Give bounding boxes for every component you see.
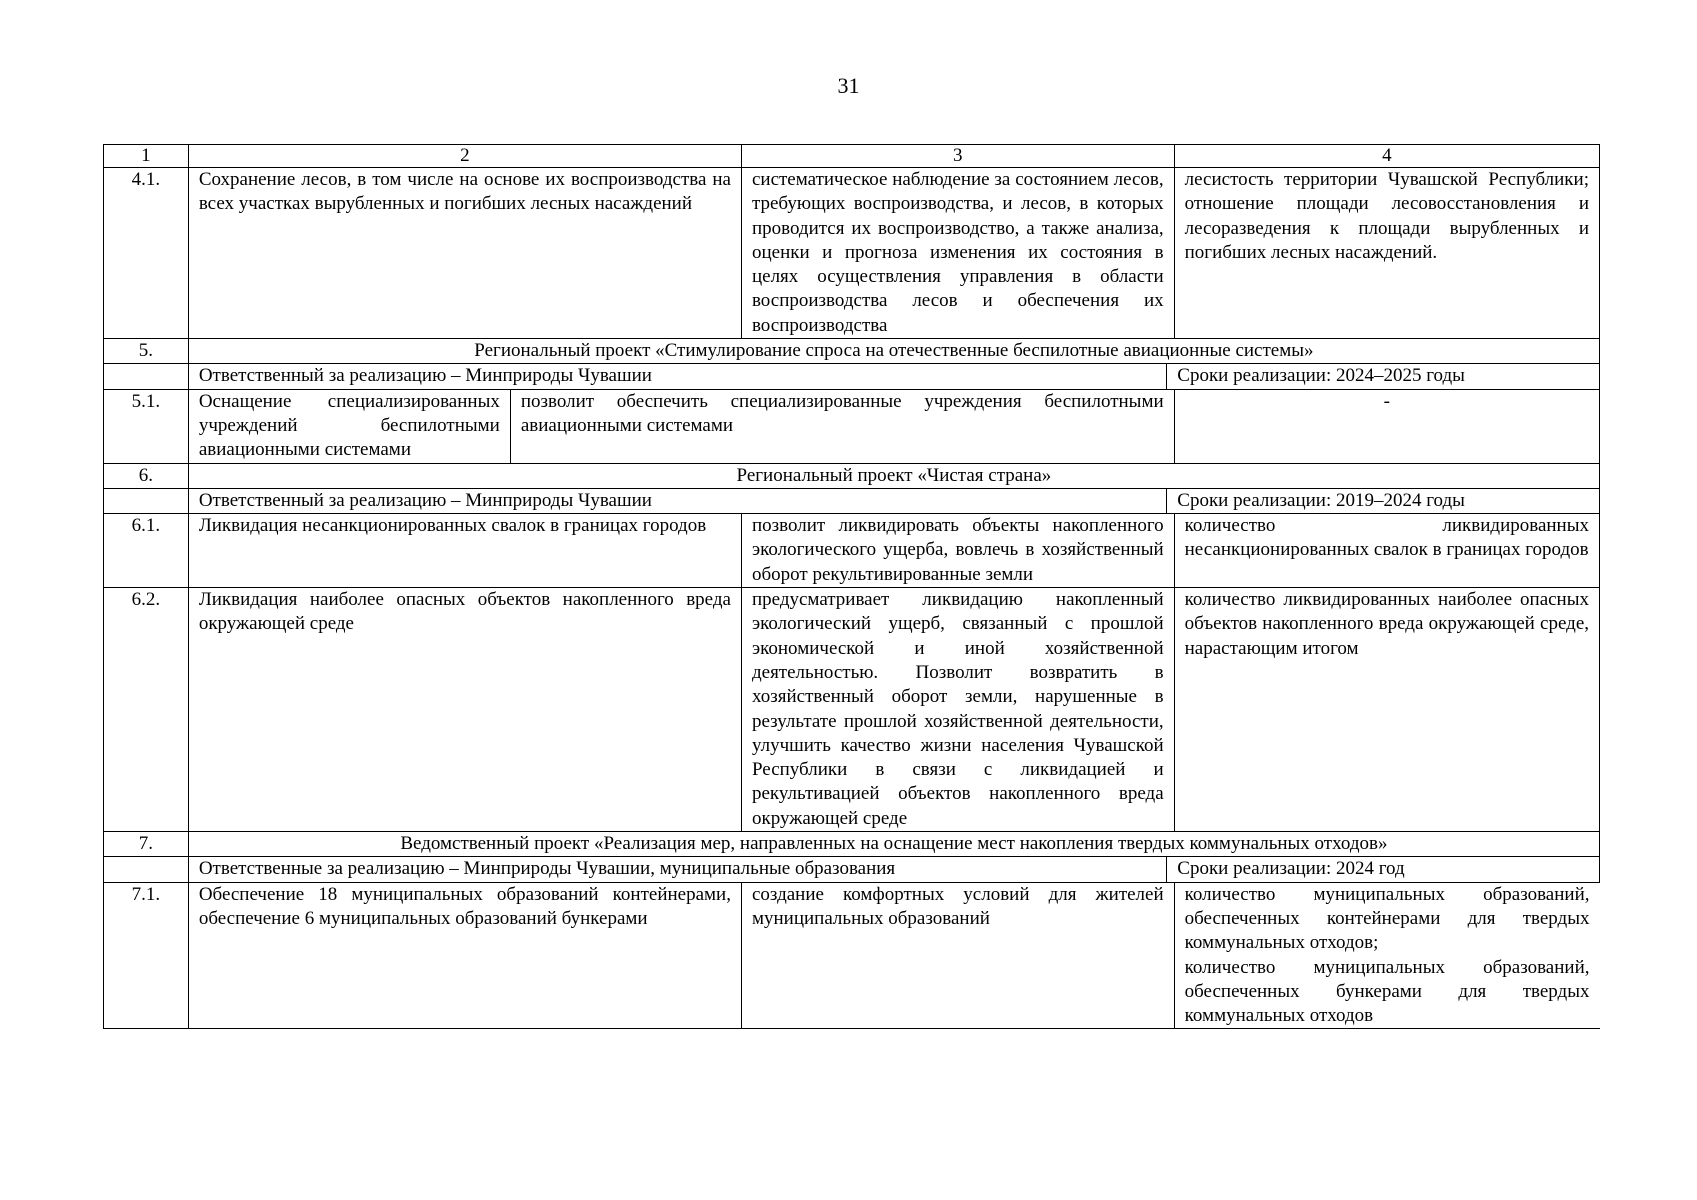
event-description-cell: позволит ликвидировать объекты накопленного экологического ущерба, вовлечь в хозяйственный оборот рекультивированные земли	[741, 514, 1174, 588]
responsible-row-5	[104, 364, 1600, 389]
table-row-6-1	[104, 514, 1600, 588]
event-name-cell: Обеспечение 18 муниципальных образований контейнерами, обеспечение 6 муниципальных образований бункерами	[188, 882, 741, 1029]
table-row-6-2	[104, 588, 1600, 832]
row-number: 4.1.	[104, 168, 189, 339]
project-row-7	[104, 832, 1600, 857]
event-name-cell: Сохранение лесов, в том числе на основе их воспроизводства на всех участках вырубленных и погибших лесных насаждений	[188, 168, 741, 339]
project-title: Ведомственный проект «Реализация мер, направленных на оснащение мест накопления твердых коммунальных отходов»	[188, 832, 1599, 857]
responsible-cell: Ответственные за реализацию – Минприроды Чувашии, муниципальные образования	[188, 857, 1166, 882]
responsible-row-6	[104, 488, 1600, 513]
project-row-5	[104, 339, 1600, 364]
row-number: 6.1.	[104, 514, 189, 588]
project-title: Региональный проект «Стимулирование спроса на отечественные беспилотные авиационные системы»	[188, 339, 1599, 364]
event-description-cell: систематическое наблюдение за состоянием лесов, требующих воспроизводства, и лесов, в которых проводится их воспроизводство, а также анализа, оценки и прогноза изменения их состояния в целях осуществления управления в области воспроизводства лесов и обеспечения их воспроизводства	[741, 168, 1174, 339]
program-table	[103, 144, 1600, 1029]
page-number: 31	[837, 73, 860, 98]
indicator-cell: лесистость территории Чувашской Республики; отношение площади лесовосстановления и лесоразведения к площади вырубленных и погибших лесных насаждений.	[1174, 168, 1599, 339]
header-col-2: 2	[188, 145, 741, 168]
row-number: 7.1.	[104, 882, 189, 1029]
event-name-cell: Оснащение специализированных учреждений беспилотными авиационными системами	[188, 389, 510, 463]
table-row-7-1	[104, 882, 1600, 1029]
project-number: 5.	[104, 339, 189, 364]
table-row-4-1	[104, 168, 1600, 339]
indicator-containers: количество муниципальных образований, обеспеченных контейнерами для твердых коммунальных отходов;	[1184, 883, 1590, 954]
empty-number-cell	[104, 857, 189, 882]
project-number: 7.	[104, 832, 189, 857]
terms-cell: Сроки реализации: 2024 год	[1167, 857, 1600, 882]
empty-number-cell	[104, 488, 189, 513]
indicator-bunkers: количество муниципальных образований, обеспеченных бункерами для твердых коммунальных отходов	[1184, 956, 1590, 1027]
indicator-cell: количество ликвидированных несанкционированных свалок в границах городов	[1174, 514, 1599, 588]
responsible-text: Ответственный за реализацию – Минприроды Чувашии	[198, 489, 652, 511]
indicator-cell	[1174, 882, 1599, 1029]
project-row-6	[104, 463, 1600, 488]
terms-cell: Сроки реализации: 2019–2024 годы	[1167, 488, 1600, 513]
row-number: 6.2.	[104, 588, 189, 832]
responsible-row-7	[104, 857, 1600, 882]
event-description-cell: создание комфортных условий для жителей муниципальных образований	[741, 882, 1174, 1029]
responsible-cell	[188, 488, 1166, 513]
indicator-cell: количество ликвидированных наиболее опасных объектов накопленного вреда окружающей среде, нарастающим итогом	[1174, 588, 1599, 832]
header-col-4: 4	[1174, 145, 1599, 168]
event-description-cell: позволит обеспечить специализированные учреждения беспилотными авиационными системами	[510, 389, 1174, 463]
event-description-cell: предусматривает ликвидацию накопленный экологический ущерб, связанный с прошлой экономической и иной хозяйственной деятельностью. Позволит возвратить в хозяйственный оборот земли, нарушенные в результате прошлой хозяйственной деятельности, улучшить качество жизни населения Чувашской Республики в связи с ликвидацией и рекультивацией объектов накопленного вреда окружающей среде	[741, 588, 1174, 832]
header-col-3: 3	[741, 145, 1174, 168]
indicator-cell: -	[1174, 389, 1599, 463]
row-number: 5.1.	[104, 389, 189, 463]
responsible-text: Ответственный за реализацию – Минприроды Чувашии	[198, 365, 652, 387]
header-col-1: 1	[104, 145, 189, 168]
event-name-cell: Ликвидация несанкционированных свалок в границах городов	[188, 514, 741, 588]
table-row-5-1	[104, 389, 1600, 463]
terms-cell: Сроки реализации: 2024–2025 годы	[1167, 364, 1600, 389]
event-name-cell: Ликвидация наиболее опасных объектов накопленного вреда окружающей среде	[188, 588, 741, 832]
empty-number-cell	[104, 364, 189, 389]
table-header-row	[104, 145, 1600, 168]
project-title: Региональный проект «Чистая страна»	[188, 463, 1599, 488]
project-number: 6.	[104, 463, 189, 488]
responsible-cell	[188, 364, 1166, 389]
